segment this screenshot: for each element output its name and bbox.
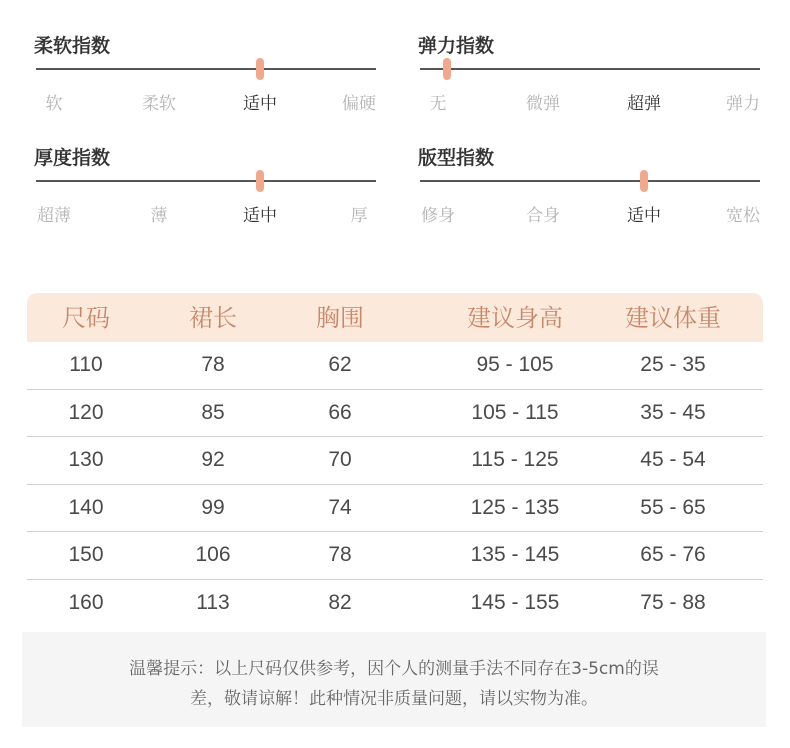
indicator-track [36, 180, 376, 182]
table-cell: 78 [201, 353, 225, 376]
indicator-thumb [256, 58, 264, 80]
notice-text-line: 温馨提示：以上尺码仅供参考，因个人的测量手法不同存在3-5cm的误 [129, 659, 659, 679]
table-cell: 120 [68, 400, 104, 424]
table-header [27, 293, 763, 342]
indicator-label: 适中 [627, 206, 661, 226]
table-cell: 105 - 115 [471, 400, 559, 424]
indicator-track [36, 68, 376, 70]
indicator-thumb [640, 170, 648, 192]
indicator-thumb [256, 170, 264, 192]
table-row [27, 485, 763, 533]
fit-indicator [418, 143, 763, 233]
column-header: 裙长 [189, 304, 237, 332]
softness-indicator [34, 31, 379, 121]
indicator-labels [34, 201, 379, 227]
table-cell: 150 [68, 543, 104, 566]
column-header: 建议身高 [467, 304, 563, 332]
indicator-label: 厚 [350, 206, 368, 226]
indicator-label: 适中 [243, 206, 277, 226]
indicator-label: 修身 [421, 206, 455, 226]
column-header: 建议体重 [625, 304, 721, 332]
table-cell: 66 [328, 400, 352, 424]
table-cell: 45 - 54 [640, 448, 706, 471]
notice-text-line: 差，敬请谅解！此种情况非质量问题，请以实物为准。 [190, 689, 598, 709]
indicator-label: 超弹 [627, 94, 661, 114]
indicator-labels [34, 89, 379, 115]
table-cell: 106 [195, 543, 231, 566]
table-cell: 130 [68, 448, 104, 471]
notice-box [22, 632, 766, 727]
table-cell: 160 [68, 590, 104, 614]
table-cell: 125 - 135 [470, 495, 560, 519]
table-row [27, 437, 763, 485]
indicator-label: 柔软 [142, 94, 176, 114]
table-row [27, 580, 763, 628]
table-cell: 92 [201, 448, 225, 471]
indicator-thumb [443, 58, 451, 80]
table-row [27, 532, 763, 580]
indicator-labels [418, 89, 763, 115]
table-cell: 55 - 65 [640, 495, 706, 519]
indicator-label: 无 [429, 94, 447, 114]
table-cell: 95 - 105 [476, 353, 554, 376]
indicator-title: 弹力指数 [418, 35, 495, 57]
table-row [27, 390, 763, 438]
column-header: 尺码 [62, 304, 110, 332]
table-cell: 110 [69, 353, 103, 376]
column-header: 胸围 [316, 304, 364, 332]
indicator-label: 合身 [526, 206, 560, 226]
indicator-label: 弹力 [726, 94, 760, 114]
thickness-indicator [34, 143, 379, 233]
indicator-title: 厚度指数 [34, 147, 111, 169]
indicator-label: 偏硬 [342, 94, 376, 114]
indicator-title: 柔软指数 [34, 35, 111, 57]
table-cell: 135 - 145 [470, 543, 560, 566]
indicator-track [420, 180, 760, 182]
indicator-label: 微弹 [526, 94, 560, 114]
table-cell: 78 [328, 543, 352, 566]
table-row [27, 342, 763, 390]
indicator-track [420, 68, 760, 70]
table-cell: 35 - 45 [640, 400, 706, 424]
table-cell: 115 - 125 [471, 448, 559, 471]
table-cell: 140 [68, 495, 104, 519]
indicator-label: 薄 [150, 206, 168, 226]
indicator-title: 版型指数 [418, 147, 495, 169]
indicator-label: 超薄 [37, 206, 71, 226]
indicator-label: 适中 [243, 94, 277, 114]
table-cell: 145 - 155 [470, 590, 560, 614]
table-cell: 82 [328, 590, 352, 614]
table-cell: 70 [328, 448, 352, 471]
size-table [27, 293, 763, 627]
elasticity-indicator [418, 31, 763, 121]
table-cell: 99 [201, 495, 225, 519]
indicator-label: 宽松 [726, 206, 760, 226]
indicator-label: 软 [45, 94, 63, 114]
table-cell: 65 - 76 [640, 543, 706, 566]
table-cell: 62 [328, 353, 352, 376]
table-cell: 25 - 35 [640, 353, 706, 376]
table-cell: 113 [196, 590, 230, 614]
table-cell: 85 [201, 400, 225, 424]
indicator-labels [418, 201, 763, 227]
table-cell: 74 [328, 495, 352, 519]
table-cell: 75 - 88 [640, 590, 706, 614]
